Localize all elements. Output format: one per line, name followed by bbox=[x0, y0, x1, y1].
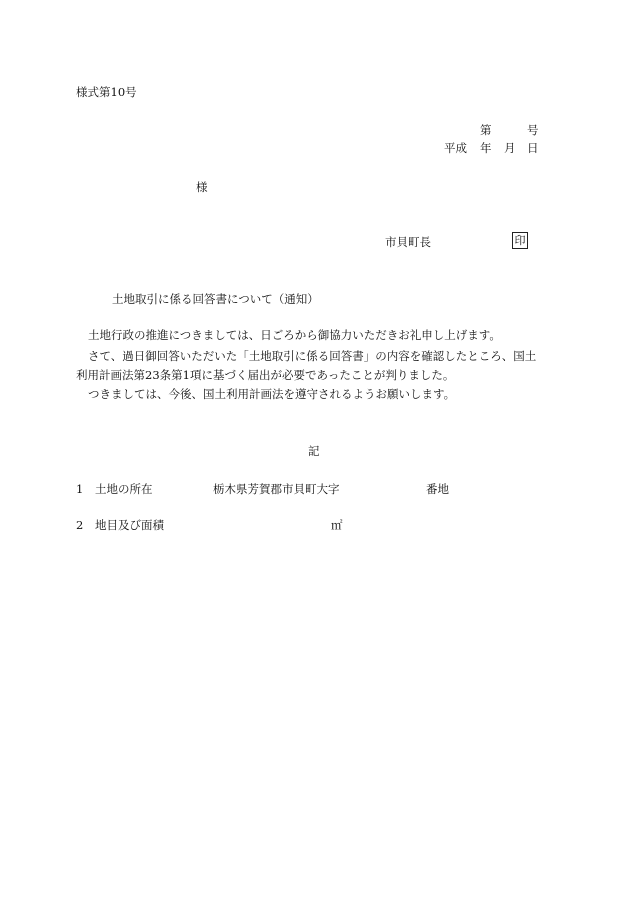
item-value: 栃木県芳賀郡市貝町大字 bbox=[213, 482, 340, 496]
date-year: 年 bbox=[480, 141, 492, 155]
seal-mark: 印 bbox=[512, 232, 528, 249]
date-era: 平成 bbox=[444, 141, 467, 155]
item-label: 土地の所在 bbox=[95, 482, 153, 496]
date-month: 月 bbox=[504, 141, 516, 155]
form-number: 様式第10号 bbox=[76, 85, 137, 99]
doc-no-suffix: 号 bbox=[527, 123, 539, 137]
item-unit: 番地 bbox=[426, 482, 449, 496]
body-para3: つきましては、今後、国土利用計画法を遵守されるようお願いします。 bbox=[88, 387, 456, 401]
item-number: 1 bbox=[76, 482, 84, 496]
item-number: 2 bbox=[76, 518, 84, 532]
body-para1: 土地行政の推進につきましては、日ごろから御協力いただきお礼申し上げます。 bbox=[88, 328, 501, 342]
body-para2-line2: 利用計画法第23条第1項に基づく届出が必要であったことが判りました。 bbox=[76, 368, 455, 382]
sender-title: 市貝町長 bbox=[385, 235, 431, 249]
date-day: 日 bbox=[527, 141, 539, 155]
item-label: 地目及び面積 bbox=[95, 518, 164, 532]
addressee-suffix: 様 bbox=[196, 180, 208, 194]
body-para2-line1: さて、過日御回答いただいた「土地取引に係る回答書」の内容を確認したところ、国土 bbox=[88, 349, 537, 363]
subject-line: 土地取引に係る回答書について（通知） bbox=[112, 292, 319, 306]
item-unit: ㎡ bbox=[331, 518, 343, 532]
doc-no-prefix: 第 bbox=[480, 123, 492, 137]
ki-heading: 記 bbox=[308, 444, 320, 458]
